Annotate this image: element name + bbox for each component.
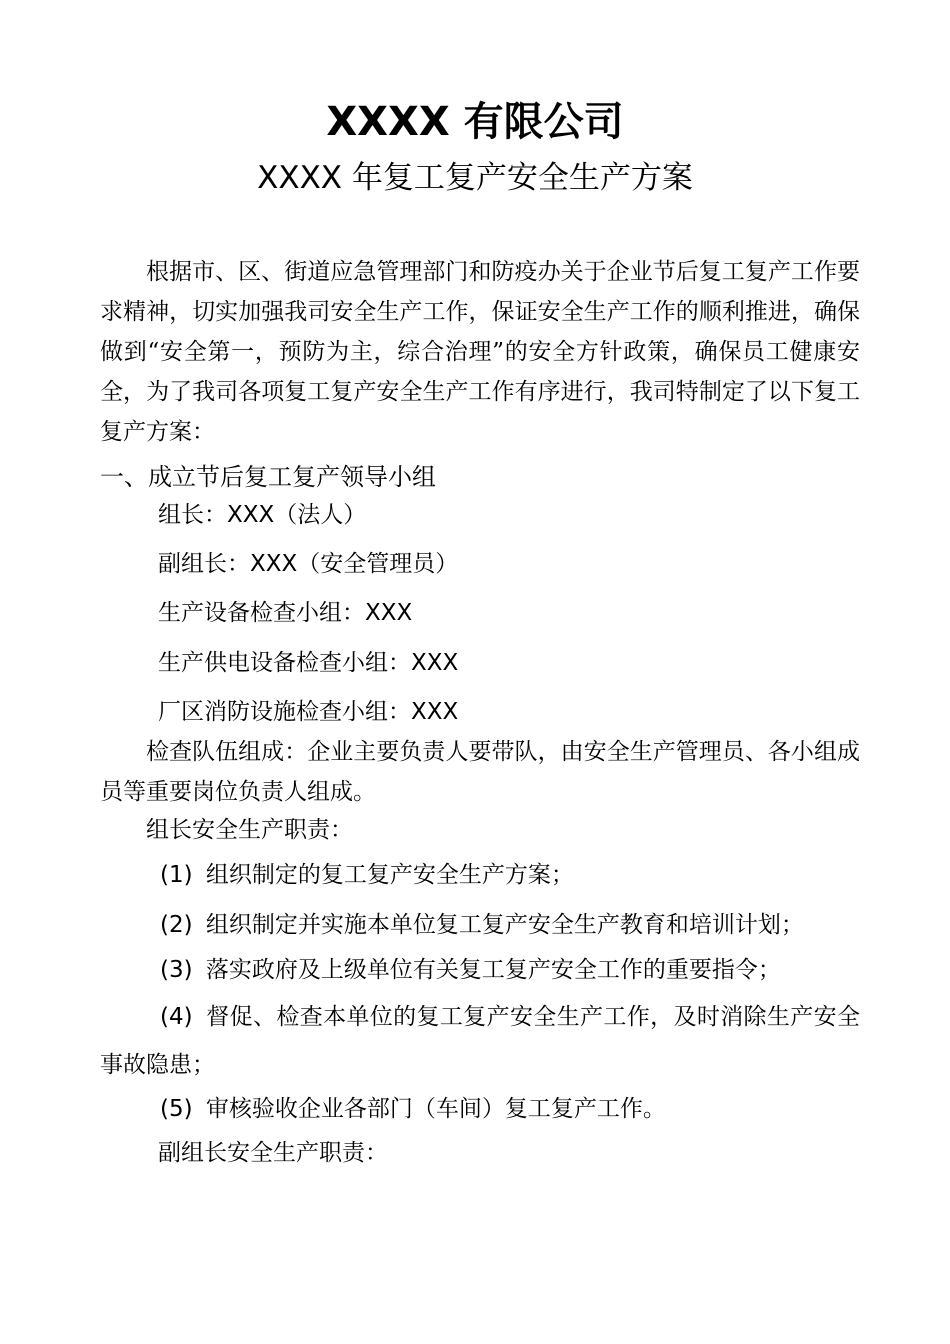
section-heading: 一、成立节后复工复产领导小组 (100, 463, 436, 491)
document-title: XXXX 有限公司 (326, 99, 624, 145)
member-power-group: 生产供电设备检查小组：XXX (158, 650, 459, 676)
leader-duty-item (160, 955, 781, 985)
leader-duty-item (100, 993, 860, 1089)
duty-text: 组织制定并实施本单位复工复产安全生产教育和培训计划； (205, 912, 804, 938)
document-subtitle: XXXX 年复工复产安全生产方案 (257, 160, 693, 196)
leader-duties-label: 组长安全生产职责： (146, 817, 353, 843)
leader-duty-item (160, 1094, 666, 1124)
duty-number: (3) (160, 957, 193, 983)
team-composition: 检查队伍组成：企业主要负责人要带队，由安全生产管理员、各小组成员等重要岗位负责人组成。 (100, 739, 860, 805)
leader-duty-item (160, 910, 804, 940)
deputy-duties-label: 副组长安全生产职责： (158, 1140, 388, 1166)
duty-text: 督促、检查本单位的复工复产安全生产工作，及时消除生产安全事故隐患； (100, 1004, 860, 1078)
duty-text: 落实政府及上级单位有关复工复产安全工作的重要指令； (205, 957, 781, 983)
intro-paragraph: 根据市、区、街道应急管理部门和防疫办关于企业节后复工复产工作要求精神，切实加强我司安全生产工作，保证安全生产工作的顺利推进，确保做到“安全第一，预防为主，综合治理”的安全方针政策，确保员工健康安全，为了我司各项复工复产安全生产工作有序进行，我司特制定了以下复工复产方案： (100, 259, 860, 445)
leader-duty-item (160, 860, 574, 890)
duty-number: (4) (160, 1004, 193, 1030)
member-fire-group: 厂区消防设施检查小组：XXX (158, 699, 459, 725)
duty-number: (2) (160, 912, 193, 938)
duty-text: 组织制定的复工复产安全生产方案； (205, 862, 574, 888)
duty-number: (5) (160, 1096, 193, 1122)
member-equipment-group: 生产设备检查小组：XXX (158, 600, 413, 626)
member-leader: 组长：XXX（法人） (158, 502, 367, 528)
duty-text: 审核验收企业各部门（车间）复工复产工作。 (205, 1096, 666, 1122)
duty-number: (1) (160, 862, 193, 888)
member-deputy-leader: 副组长：XXX（安全管理员） (158, 551, 459, 577)
